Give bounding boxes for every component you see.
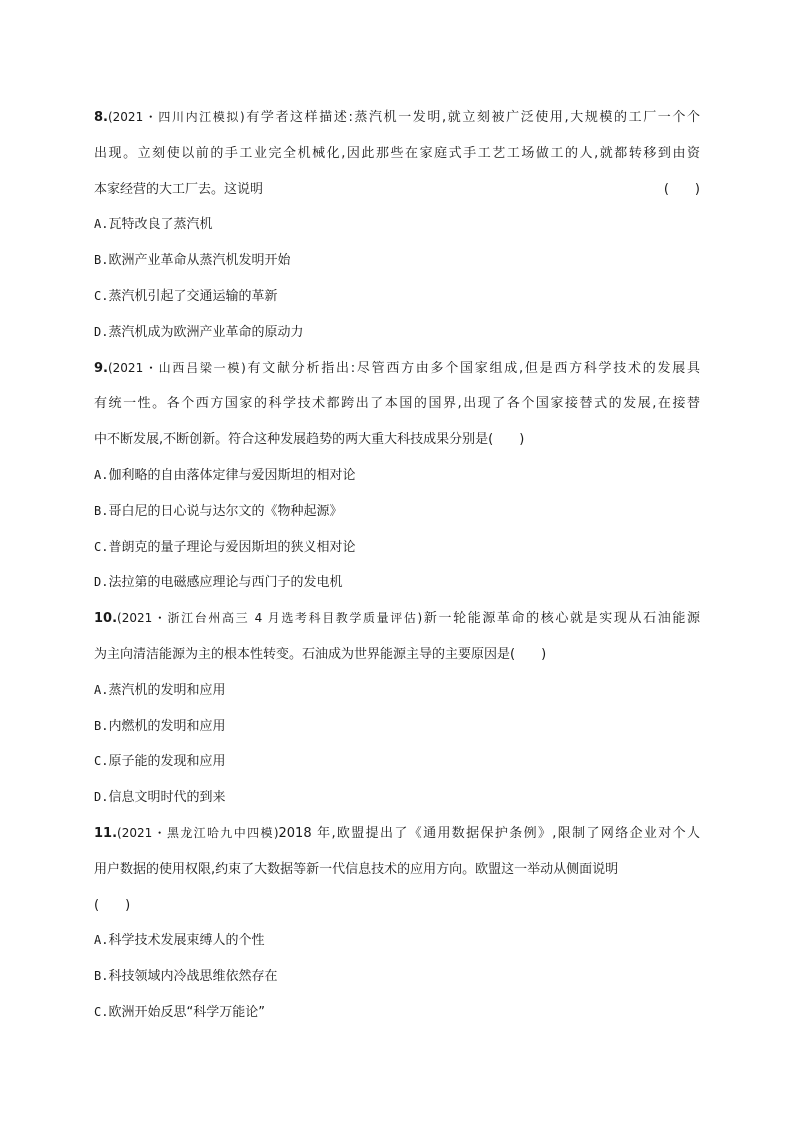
option-a xyxy=(94,207,700,243)
option-b xyxy=(94,959,700,995)
stem-text: 为主向清洁能源为主的根本性转变。石油成为世界能源主导的主要原因是 xyxy=(94,646,511,662)
option-letter: C. xyxy=(94,288,109,303)
answer-blank: ( ) xyxy=(488,432,525,448)
option-text: 欧洲产业革命从蒸汽机发明开始 xyxy=(108,253,291,269)
question-number: 10. xyxy=(94,611,118,627)
question-stem-line xyxy=(94,852,700,888)
option-letter: B. xyxy=(94,718,109,733)
option-d xyxy=(94,780,700,816)
option-a xyxy=(94,673,700,709)
option-d xyxy=(94,565,700,601)
option-c xyxy=(94,744,700,780)
option-text: 瓦特改良了蒸汽机 xyxy=(108,217,213,233)
question-source: (2021・浙江台州高三 4 月选考科目教学质量评估) xyxy=(117,611,423,626)
answer-blank: ( ) xyxy=(663,181,700,197)
stem-text: 出现。立刻使以前的手工业完全机械化,因此那些在家庭式手工艺工场做工的人,就都转移到由资 xyxy=(94,145,700,161)
stem-text: 新一轮能源革命的核心就是实现从石油能源 xyxy=(422,611,700,627)
question-source: (2021・黑龙江哈九中四模) xyxy=(117,825,279,840)
question-stem-line xyxy=(94,816,700,852)
stem-text: 本家经营的大工厂去。这说明 xyxy=(94,181,264,197)
option-text: 蒸汽机引起了交通运输的革新 xyxy=(108,288,278,304)
question-stem-line xyxy=(94,422,700,458)
option-text: 伽利略的自由落体定律与爱因斯坦的相对论 xyxy=(108,467,356,483)
answer-blank: ( ) xyxy=(510,646,547,662)
stem-text: 有文献分析指出:尽管西方由多个国家组成,但是西方科学技术的发展具 xyxy=(245,360,700,376)
option-b xyxy=(94,709,700,745)
option-letter: A. xyxy=(94,682,109,697)
question-stem-line xyxy=(94,601,700,637)
option-letter: C. xyxy=(94,754,109,769)
option-letter: A. xyxy=(94,217,109,232)
option-letter: A. xyxy=(94,467,109,482)
option-b xyxy=(94,243,700,279)
option-text: 法拉第的电磁感应理论与西门子的发电机 xyxy=(108,575,343,591)
option-letter: D. xyxy=(94,324,109,339)
question-stem-line xyxy=(94,888,700,924)
question-10 xyxy=(94,601,700,816)
question-11 xyxy=(94,816,700,1031)
stem-text: 2018 年,欧盟提出了《通用数据保护条例》,限制了网络企业对个人 xyxy=(278,825,700,841)
option-text: 科技领域内冷战思维依然存在 xyxy=(108,969,278,985)
question-number: 11. xyxy=(94,825,118,841)
option-text: 科学技术发展束缚人的个性 xyxy=(108,933,265,949)
option-text: 普朗克的量子理论与爱因斯坦的狭义相对论 xyxy=(108,539,356,555)
option-c xyxy=(94,279,700,315)
question-stem-line xyxy=(94,136,700,172)
option-text: 内燃机的发明和应用 xyxy=(108,718,226,734)
option-letter: A. xyxy=(94,933,109,948)
stem-text: 中不断发展,不断创新。符合这种发展趋势的两大重大科技成果分别是 xyxy=(94,432,489,448)
question-stem-line xyxy=(94,100,700,136)
question-source: (2021・四川内江模拟) xyxy=(107,110,245,124)
option-a xyxy=(94,458,700,494)
option-b xyxy=(94,494,700,530)
option-text: 蒸汽机成为欧洲产业革命的原动力 xyxy=(108,324,304,340)
answer-blank: ( ) xyxy=(94,897,131,913)
question-number: 8. xyxy=(94,110,108,125)
option-text: 原子能的发现和应用 xyxy=(108,754,226,770)
option-letter: D. xyxy=(94,575,109,590)
option-text: 欧洲开始反思“科学万能论” xyxy=(108,1004,265,1020)
option-letter: B. xyxy=(94,503,109,518)
option-letter: C. xyxy=(94,539,109,554)
stem-text: 有统一性。各个西方国家的科学技术都跨出了本国的国界,出现了各个国家接替式的发展,在接替 xyxy=(94,396,700,412)
stem-text: 有学者这样描述:蒸汽机一发明,就立刻被广泛使用,大规模的工厂一个个 xyxy=(244,110,700,125)
option-letter: B. xyxy=(94,253,109,268)
option-letter: B. xyxy=(94,969,109,984)
option-text: 蒸汽机的发明和应用 xyxy=(108,682,226,698)
option-text: 哥白尼的日心说与达尔文的《物种起源》 xyxy=(108,503,343,519)
option-c xyxy=(94,995,700,1031)
question-8 xyxy=(94,100,700,351)
stem-text: 用户数据的使用权限,约束了大数据等新一代信息技术的应用方向。欧盟这一举动从侧面说明 xyxy=(94,861,619,877)
document-page xyxy=(94,100,700,1031)
question-source: (2021・山西吕梁一模) xyxy=(107,360,246,375)
option-letter: C. xyxy=(94,1004,109,1019)
question-stem-line xyxy=(94,637,700,673)
question-number: 9. xyxy=(94,360,108,376)
option-a xyxy=(94,923,700,959)
option-text: 信息文明时代的到来 xyxy=(108,790,226,806)
question-stem-line xyxy=(94,351,700,387)
option-c xyxy=(94,530,700,566)
question-stem-line xyxy=(94,172,700,208)
option-letter: D. xyxy=(94,790,109,805)
option-d xyxy=(94,315,700,351)
question-9 xyxy=(94,351,700,602)
question-stem-line xyxy=(94,386,700,422)
